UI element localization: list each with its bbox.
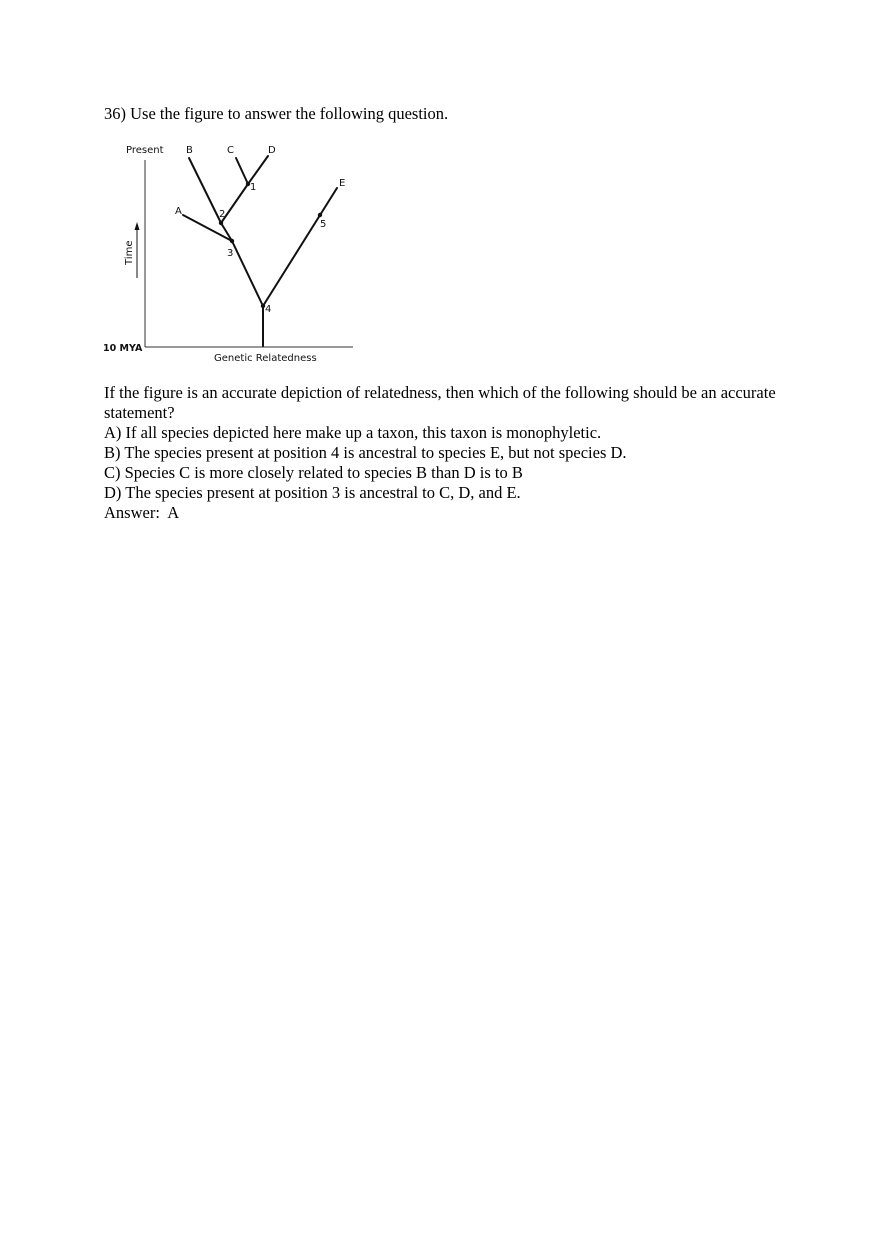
node-label-4: 4 [265, 304, 272, 315]
species-label-b: B [186, 145, 193, 156]
species-label-a: A [175, 206, 182, 217]
node-label-2: 2 [219, 209, 226, 220]
option-b: B) The species present at position 4 is ancestral to species E, but not species D. [104, 443, 627, 462]
question-body [104, 383, 784, 523]
origin-label: 10 MYA [103, 343, 143, 354]
time-arrow-head [135, 222, 140, 230]
node-2-dot [219, 221, 223, 225]
species-label-e: E [339, 178, 346, 189]
present-label: Present [126, 145, 164, 156]
branch-4-to-E [263, 188, 337, 306]
option-c: C) Species C is more closely related to species B than D is to B [104, 463, 523, 482]
node-label-3: 3 [227, 248, 234, 259]
x-axis-label: Genetic Relatedness [214, 353, 317, 364]
branch-1-to-D [248, 156, 268, 184]
branch-1-to-C [236, 158, 248, 184]
tree-svg [100, 138, 360, 370]
phylogenetic-tree-figure [100, 138, 360, 370]
branch-4-to-3 [232, 241, 263, 306]
node-5-dot [318, 213, 322, 217]
option-a: A) If all species depicted here make up a taxon, this taxon is monophyletic. [104, 423, 602, 442]
time-label: Time [124, 240, 135, 265]
node-label-5: 5 [320, 219, 327, 230]
option-d: D) The species present at position 3 is ancestral to C, D, and E. [104, 483, 521, 502]
species-label-d: D [268, 145, 276, 156]
answer-line: Answer: A [104, 503, 180, 522]
branch-2-to-B [189, 158, 221, 223]
question-title: 36) Use the figure to answer the following question. [104, 104, 449, 123]
species-label-c: C [227, 145, 234, 156]
question-stem: If the figure is an accurate depiction of relatedness, then which of the following should be an accurate statement? [104, 383, 776, 422]
node-label-1: 1 [250, 182, 257, 193]
node-3-dot [230, 239, 234, 243]
